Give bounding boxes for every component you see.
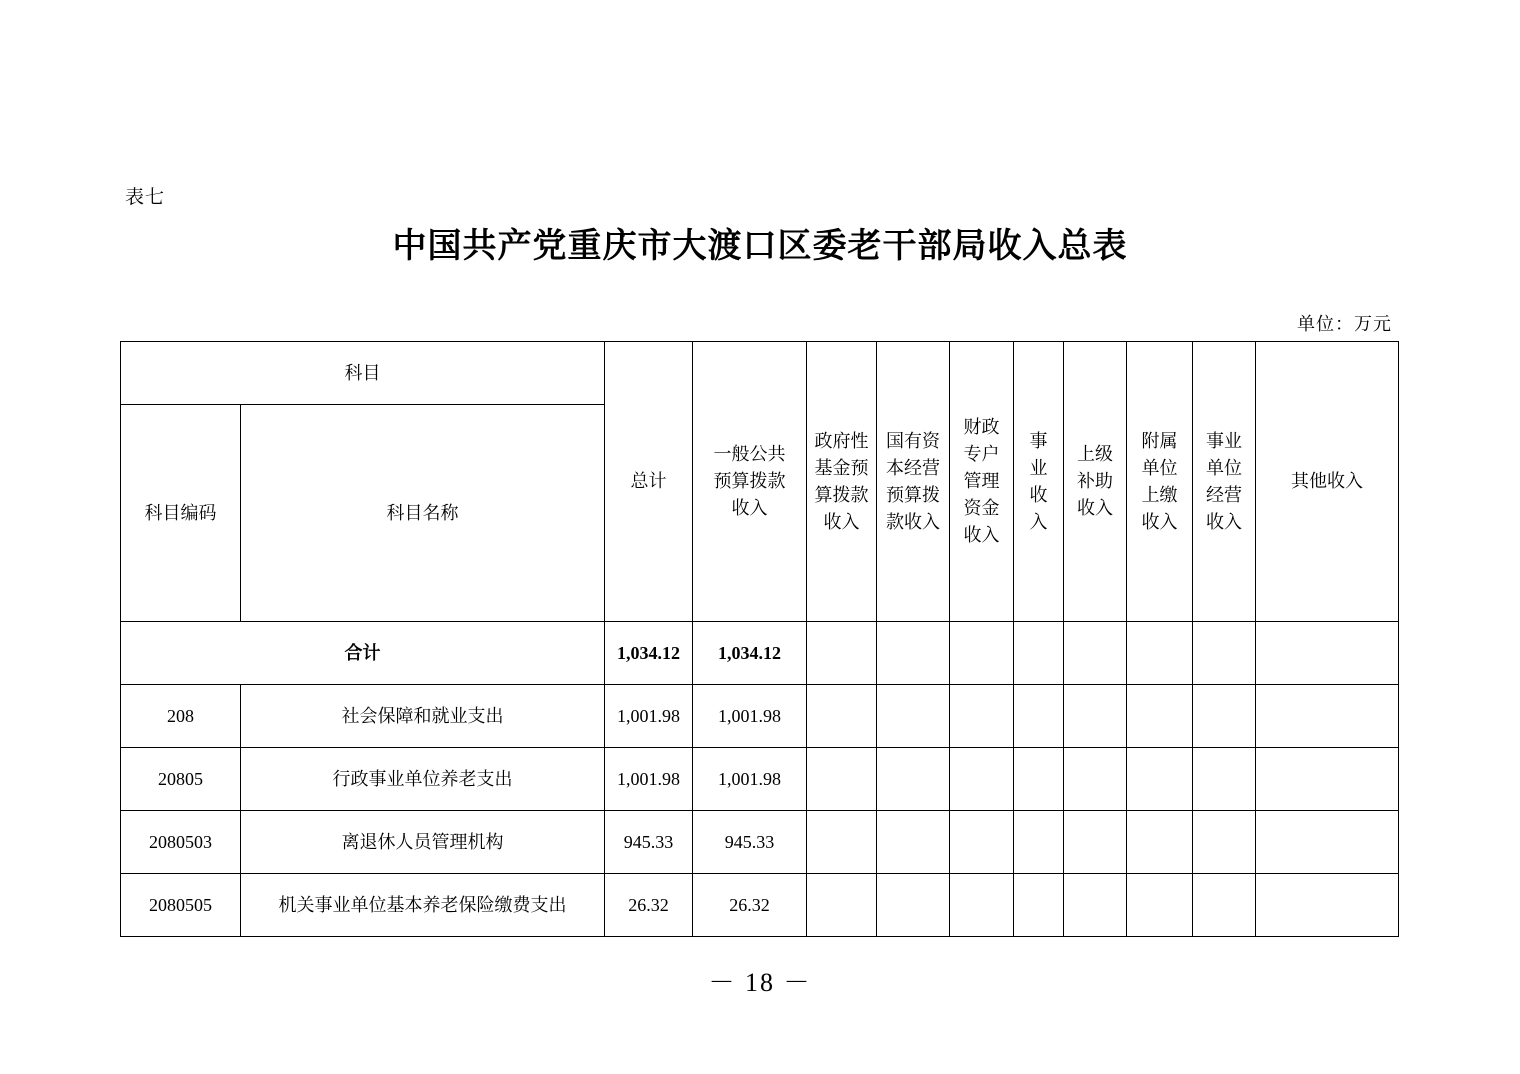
row-superior-subsidy [1064,874,1127,937]
row-general-public-budget: 1,001.98 [693,748,807,811]
row-state-capital-operation [877,874,950,937]
total-row-gov-fund-budget [807,622,877,685]
row-gov-fund-budget [807,748,877,811]
total-row-business-income [1014,622,1064,685]
row-business-operation-income [1193,685,1256,748]
row-name: 机关事业单位基本养老保险缴费支出 [241,874,605,937]
table-header-row-1 [121,342,1399,405]
row-code: 2080505 [121,874,241,937]
total-row-label: 合计 [121,622,605,685]
row-fiscal-special-account [950,874,1014,937]
row-general-public-budget: 945.33 [693,811,807,874]
row-business-income [1014,748,1064,811]
total-row-affiliated-unit-payment [1127,622,1193,685]
row-affiliated-unit-payment [1127,811,1193,874]
row-business-income [1014,811,1064,874]
header-other-income: 其他收入 [1256,342,1399,622]
row-affiliated-unit-payment [1127,748,1193,811]
row-fiscal-special-account [950,685,1014,748]
row-business-income [1014,874,1064,937]
row-superior-subsidy [1064,685,1127,748]
row-gov-fund-budget [807,811,877,874]
row-state-capital-operation [877,811,950,874]
table-row [121,748,1399,811]
row-code: 20805 [121,748,241,811]
total-row-fiscal-special-account [950,622,1014,685]
row-total: 1,001.98 [605,748,693,811]
row-total: 945.33 [605,811,693,874]
unit-note: 单位：万元 [1297,314,1392,334]
row-affiliated-unit-payment [1127,874,1193,937]
row-total: 26.32 [605,874,693,937]
row-state-capital-operation [877,748,950,811]
row-other-income [1256,748,1399,811]
header-group-subject: 科目 [121,342,605,405]
table-row [121,685,1399,748]
row-name: 离退休人员管理机构 [241,811,605,874]
total-row-other-income [1256,622,1399,685]
table-row [121,811,1399,874]
header-business-operation-income: 事业 单位 经营 收入 [1193,342,1256,622]
row-code: 208 [121,685,241,748]
header-state-capital-operation: 国有资 本经营 预算拨 款收入 [877,342,950,622]
row-code: 2080503 [121,811,241,874]
total-row-superior-subsidy [1064,622,1127,685]
row-name: 行政事业单位养老支出 [241,748,605,811]
row-business-operation-income [1193,811,1256,874]
header-subject-code: 科目编码 [121,405,241,622]
total-row-general-public-budget: 1,034.12 [693,622,807,685]
header-subject-name: 科目名称 [241,405,605,622]
row-state-capital-operation [877,685,950,748]
table-row [121,874,1399,937]
row-other-income [1256,811,1399,874]
page-number: － 18 － [708,968,812,997]
row-business-operation-income [1193,748,1256,811]
row-business-income [1014,685,1064,748]
row-total: 1,001.98 [605,685,693,748]
row-other-income [1256,874,1399,937]
table-row-total [121,622,1399,685]
page-title: 中国共产党重庆市大渡口区委老干部局收入总表 [392,228,1128,265]
row-superior-subsidy [1064,748,1127,811]
row-other-income [1256,685,1399,748]
income-table-container [120,341,1398,937]
header-business-income: 事 业 收 入 [1014,342,1064,622]
header-fiscal-special-account: 财政 专户 管理 资金 收入 [950,342,1014,622]
row-fiscal-special-account [950,748,1014,811]
row-gov-fund-budget [807,874,877,937]
header-general-public-budget: 一般公共 预算拨款 收入 [693,342,807,622]
row-general-public-budget: 1,001.98 [693,685,807,748]
income-summary-table [120,341,1399,937]
header-total: 总计 [605,342,693,622]
row-gov-fund-budget [807,685,877,748]
header-affiliated-unit-payment: 附属 单位 上缴 收入 [1127,342,1193,622]
row-general-public-budget: 26.32 [693,874,807,937]
row-business-operation-income [1193,874,1256,937]
table-label: 表七 [125,187,166,208]
total-row-business-operation-income [1193,622,1256,685]
total-row-state-capital-operation [877,622,950,685]
row-affiliated-unit-payment [1127,685,1193,748]
total-row-total: 1,034.12 [605,622,693,685]
header-gov-fund-budget: 政府性 基金预 算拨款 收入 [807,342,877,622]
row-name: 社会保障和就业支出 [241,685,605,748]
row-fiscal-special-account [950,811,1014,874]
header-superior-subsidy: 上级 补助 收入 [1064,342,1127,622]
row-superior-subsidy [1064,811,1127,874]
